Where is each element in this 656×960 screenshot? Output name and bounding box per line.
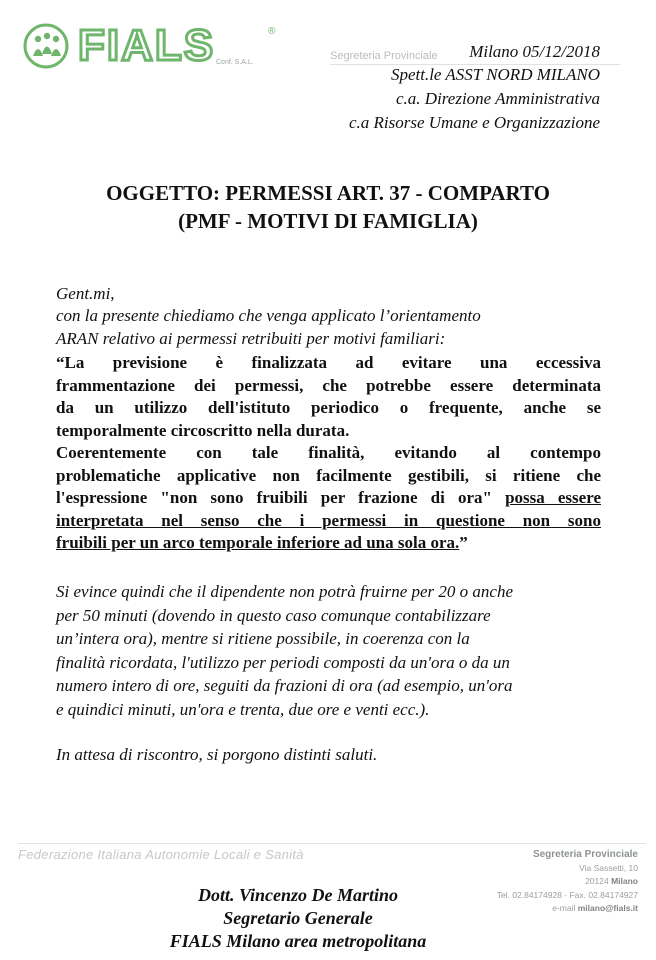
paragraph-line: numero intero di ore, seguiti da frazioni di ora (ad esempio, un'ora bbox=[56, 676, 513, 696]
recipient: Spett.le ASST NORD MILANO bbox=[390, 65, 600, 84]
quote-underlined-fragment: possa essere bbox=[505, 488, 601, 507]
attention-line-1: c.a. Direzione Amministrativa bbox=[396, 89, 600, 108]
quote-line bbox=[56, 532, 601, 555]
greeting: Gent.mi, bbox=[56, 284, 115, 303]
office-cap: 20124 bbox=[585, 876, 612, 886]
quote-line: problematiche applicative non facilmente gestibili, si ritiene che bbox=[56, 465, 601, 485]
subject-line-2: (PMF - MOTIVI DI FAMIGLIA) bbox=[178, 209, 478, 233]
paragraph-line: finalità ricordata, l'utilizzo per periodi composti da un'ora o da un bbox=[56, 652, 510, 672]
intro-line-1: con la presente chiediamo che venga applicato l’orientamento bbox=[56, 306, 481, 325]
people-circle-logo-icon bbox=[25, 25, 67, 67]
paragraph-line: Si evince quindi che il dipendente non potrà fruirne per 20 o anche bbox=[56, 582, 514, 601]
quote-line: Coerentemente con tale finalità, evitando al contempo bbox=[56, 443, 601, 462]
subject-line-1: OGGETTO: PERMESSI ART. 37 - COMPARTO bbox=[106, 181, 550, 205]
office-street: Via Sassetti, 10 bbox=[579, 862, 638, 873]
quote-line: frammentazione dei permessi, che potrebbe essere determinata bbox=[56, 375, 601, 395]
quote-underlined-fragment: fruibili per un arco temporale inferiore ad una sola ora. bbox=[56, 533, 460, 552]
svg-text:®: ® bbox=[268, 26, 276, 37]
office-city: Milano bbox=[611, 876, 638, 886]
paragraph-line: e quindici minuti, un'ora e trenta, due ore e venti ecc.). bbox=[56, 699, 430, 719]
email-label: e-mail bbox=[552, 903, 578, 913]
footer-divider bbox=[18, 843, 646, 844]
faint-office-label: Segreteria Provinciale bbox=[330, 50, 438, 62]
brand-tagline: Conf. S.A.L. bbox=[216, 59, 254, 66]
brand-wordmark: FIALS bbox=[78, 21, 216, 70]
intro-line-2: ARAN relativo ai permessi retribuiti per motivi familiari: bbox=[56, 329, 446, 348]
evince-paragraph bbox=[56, 580, 616, 722]
federation-name: Federazione Italiana Autonomie Locali e Sanità bbox=[18, 847, 304, 862]
office-phone-fax: Tel. 02.84174928 · Fax. 02.84174927 bbox=[496, 889, 638, 900]
closing-salutation: In attesa di riscontro, si porgono distinti saluti. bbox=[56, 745, 378, 764]
attention-line-2: c.a Risorse Umane e Organizzazione bbox=[348, 113, 600, 132]
quote-line bbox=[56, 487, 601, 510]
signatory-organization: FIALS Milano area metropolitana bbox=[169, 931, 427, 951]
signatory-role: Segretario Generale bbox=[223, 908, 373, 928]
quote-fragment: l'espressione "non sono fruibili per frazione di ora" bbox=[56, 488, 506, 507]
aran-quote bbox=[56, 352, 601, 555]
office-title: Segreteria Provinciale bbox=[532, 849, 638, 860]
office-email-link[interactable]: milano@fials.it bbox=[577, 903, 638, 913]
paragraph-line: per 50 minuti (dovendo in questo caso comunque contabilizzare bbox=[56, 605, 491, 625]
signatory-name: Dott. Vincenzo De Martino bbox=[197, 885, 399, 905]
letter-date: Milano 05/12/2018 bbox=[469, 42, 600, 61]
quote-line: da un utilizzo dell'istituto periodico o frequente, anche se bbox=[56, 398, 601, 417]
quote-closing-mark: ” bbox=[459, 533, 468, 552]
quote-line: “La previsione è finalizzata ad evitare una eccessiva bbox=[56, 353, 601, 372]
quote-line-underlined: interpretata nel senso che i permessi in questione non sono bbox=[56, 510, 601, 530]
quote-line: temporalmente circoscritto nella durata. bbox=[56, 420, 350, 440]
paragraph-line: un’intera ora), mentre si ritiene possibile, in coerenza con la bbox=[56, 629, 470, 649]
